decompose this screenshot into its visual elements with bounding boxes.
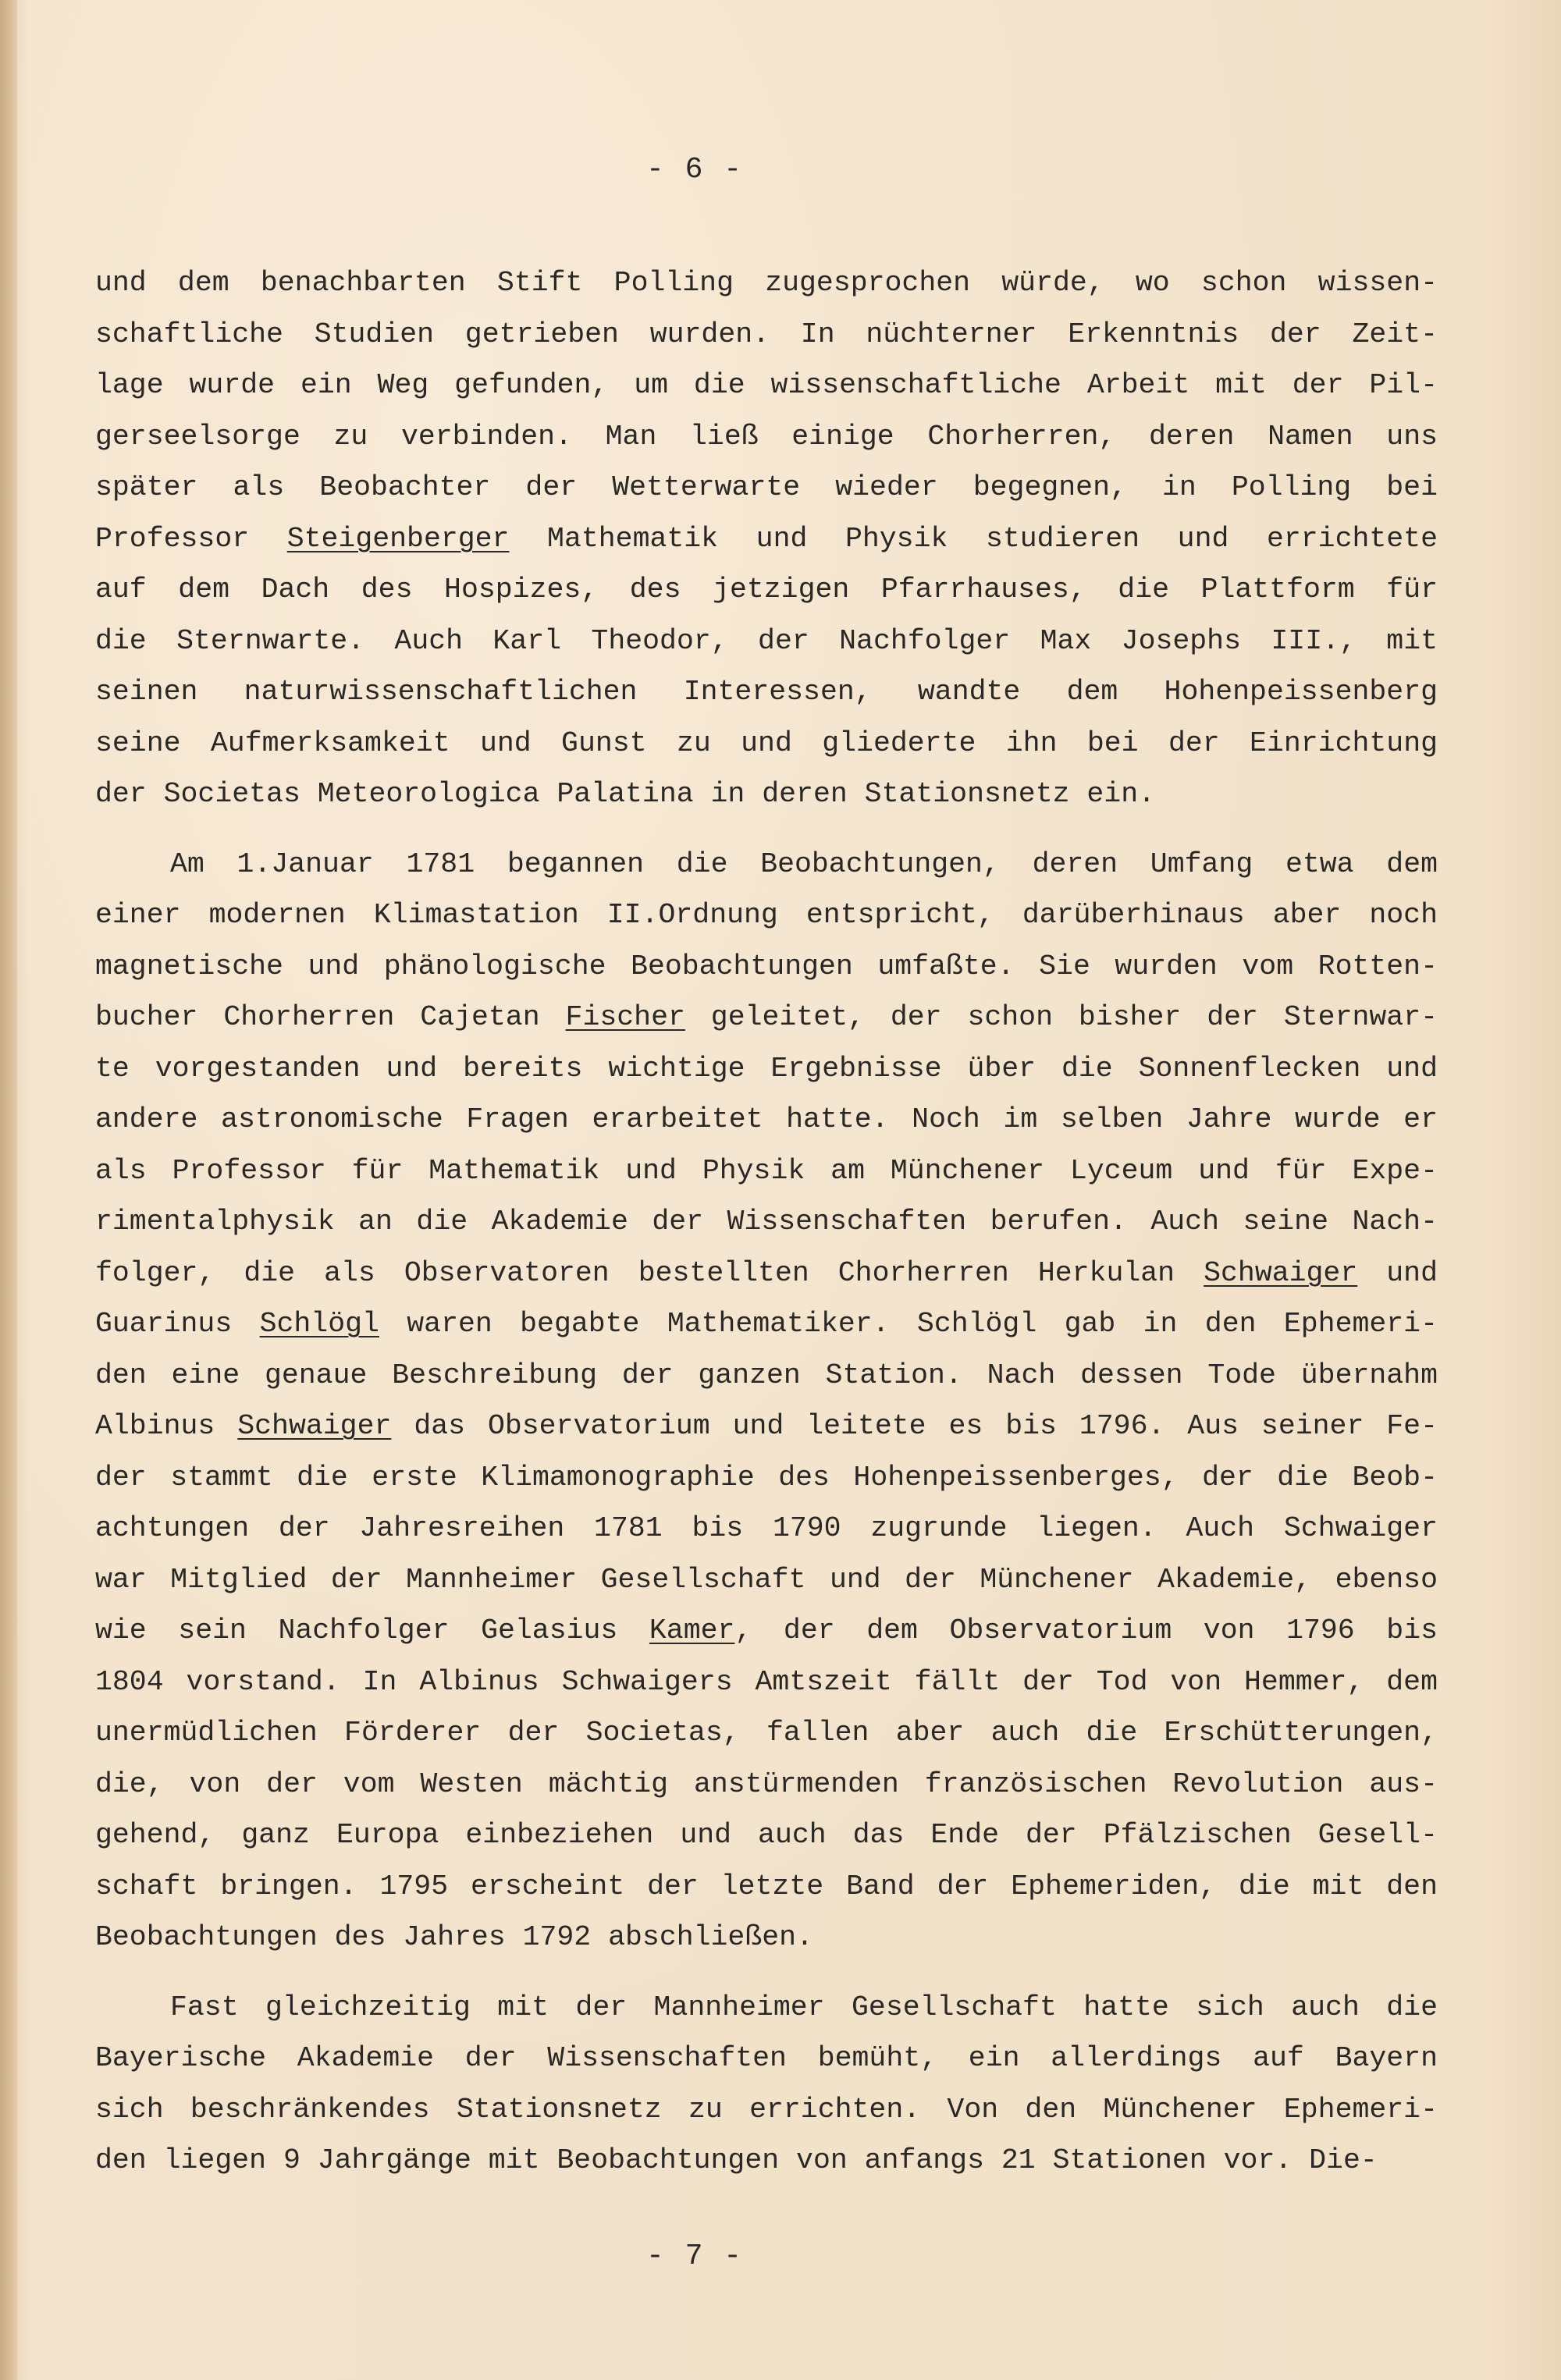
text-line: Fast gleichzeitig mit der Mannheimer Gesellschaft hatte sich auch die	[170, 1991, 1438, 2023]
text-line: Am 1.Januar 1781 begannen die Beobachtungen, deren Umfang etwa dem	[170, 847, 1438, 880]
text-segment: und	[1357, 1256, 1438, 1289]
text-line: die, von der vom Westen mächtig anstürmenden französischen Revolution aus-	[95, 1767, 1438, 1800]
text-line	[95, 513, 1438, 565]
text-line: die Sternwarte. Auch Karl Theodor, der Nachfolger Max Josephs III., mit	[95, 624, 1438, 657]
paragraph-1	[95, 258, 1438, 820]
text-segment: Guarinus	[95, 1308, 260, 1340]
text-line: der Societas Meteorologica Palatina in deren Stationsnetz ein.	[95, 778, 1156, 810]
text-line: 1804 vorstand. In Albinus Schwaigers Amtszeit fällt der Tod von Hemmer, dem	[95, 1665, 1438, 1698]
body-text	[95, 258, 1438, 2186]
text-line: Beobachtungen des Jahres 1792 abschließen.	[95, 1921, 813, 1953]
text-segment: geleitet, der schon bisher der Sternwar-	[684, 1001, 1438, 1033]
text-line: magnetische und phänologische Beobachtungen umfaßte. Sie wurden vom Rotten-	[95, 950, 1438, 982]
text-line: der stammt die erste Klimamonographie des Hohenpeissenberges, der die Beob-	[95, 1461, 1438, 1494]
text-line: auf dem Dach des Hospizes, des jetzigen Pfarrhauses, die Plattform für	[95, 574, 1438, 606]
text-segment: wie sein Nachfolger Gelasius	[95, 1614, 649, 1646]
paragraph-2	[95, 839, 1438, 1963]
underlined-name: Steigenberger	[286, 522, 510, 555]
text-segment: , der dem Observatorium von 1796 bis	[734, 1614, 1438, 1646]
text-line: schaft bringen. 1795 erscheint der letzte Band der Ephemeriden, die mit den	[95, 1870, 1438, 1902]
text-line: gehend, ganz Europa einbeziehen und auch das Ende der Pfälzischen Gesell-	[95, 1819, 1438, 1851]
paragraph-spacer	[95, 1963, 1438, 1982]
text-line: war Mitglied der Mannheimer Gesellschaft und der Münchener Akademie, ebenso	[95, 1563, 1438, 1596]
text-line: seine Aufmerksamkeit und Gunst zu und gliederte ihn bei der Einrichtung	[95, 726, 1438, 759]
text-line: gerseelsorge zu verbinden. Man ließ einige Chorherren, deren Namen uns	[95, 420, 1438, 453]
text-line: seinen naturwissenschaftlichen Interessen, wandte dem Hohenpeissenberg	[95, 676, 1438, 708]
text-segment: folger, die als Observatoren bestellten Chorherren Herkulan	[95, 1256, 1204, 1289]
text-line: achtungen der Jahresreihen 1781 bis 1790 zugrunde liegen. Auch Schwaiger	[95, 1512, 1438, 1544]
text-line: unermüdlichen Förderer der Societas, fallen aber auch die Erschütterungen,	[95, 1717, 1438, 1749]
underlined-name: Kamer	[649, 1614, 735, 1646]
text-line	[95, 1248, 1438, 1299]
page-number-top: - 6 -	[645, 153, 744, 186]
text-segment: Albinus	[95, 1410, 238, 1442]
text-line: andere astronomische Fragen erarbeitet hatte. Noch im selben Jahre wurde er	[95, 1103, 1438, 1135]
paragraph-3	[95, 1982, 1438, 2186]
text-line: lage wurde ein Weg gefunden, um die wissenschaftliche Arbeit mit der Pil-	[95, 369, 1438, 401]
text-segment: das Observatorium und leitete es bis 1796. Aus seiner Fe-	[391, 1410, 1438, 1442]
text-line: rimentalphysik an die Akademie der Wissenschaften berufen. Auch seine Nach-	[95, 1206, 1438, 1238]
text-line: sich beschränkendes Stationsnetz zu errichten. Von den Münchener Ephemeri-	[95, 2093, 1438, 2126]
text-line: te vorgestanden und bereits wichtige Ergebnisse über die Sonnenflecken und	[95, 1052, 1438, 1085]
underlined-name: Schwaiger	[237, 1410, 392, 1442]
underlined-name: Schwaiger	[1204, 1256, 1358, 1289]
text-line	[95, 1605, 1438, 1657]
text-line	[95, 992, 1438, 1043]
text-line: den liegen 9 Jahrgänge mit Beobachtungen von anfangs 21 Stationen vor. Die-	[95, 2144, 1378, 2176]
text-line	[95, 1401, 1438, 1452]
text-line: einer modernen Klimastation II.Ordnung entspricht, darüberhinaus aber noch	[95, 899, 1438, 931]
text-segment: bucher Chorherren Cajetan	[95, 1001, 566, 1033]
text-segment: Mathematik und Physik studieren und errichtete	[509, 522, 1438, 555]
paragraph-spacer	[95, 820, 1438, 839]
underlined-name: Schlögl	[259, 1308, 379, 1340]
underlined-name: Fischer	[565, 1001, 685, 1033]
text-line: schaftliche Studien getrieben wurden. In nüchterner Erkenntnis der Zeit-	[95, 318, 1438, 350]
text-line: Bayerische Akademie der Wissenschaften bemüht, ein allerdings auf Bayern	[95, 2042, 1438, 2074]
text-line: später als Beobachter der Wetterwarte wieder begegnen, in Polling bei	[95, 471, 1438, 503]
page-spine-shadow	[0, 0, 17, 2380]
page-number-bottom: - 7 -	[645, 2240, 744, 2273]
text-line: und dem benachbarten Stift Polling zugesprochen würde, wo schon wissen-	[95, 267, 1438, 299]
text-segment: waren begabte Mathematiker. Schlögl gab in den Ephemeri-	[379, 1308, 1438, 1340]
text-segment: Professor	[95, 522, 287, 555]
text-line	[95, 1298, 1438, 1350]
text-line: den eine genaue Beschreibung der ganzen Station. Nach dessen Tode übernahm	[95, 1359, 1438, 1391]
text-line: als Professor für Mathematik und Physik am Münchener Lyceum und für Expe-	[95, 1154, 1438, 1187]
